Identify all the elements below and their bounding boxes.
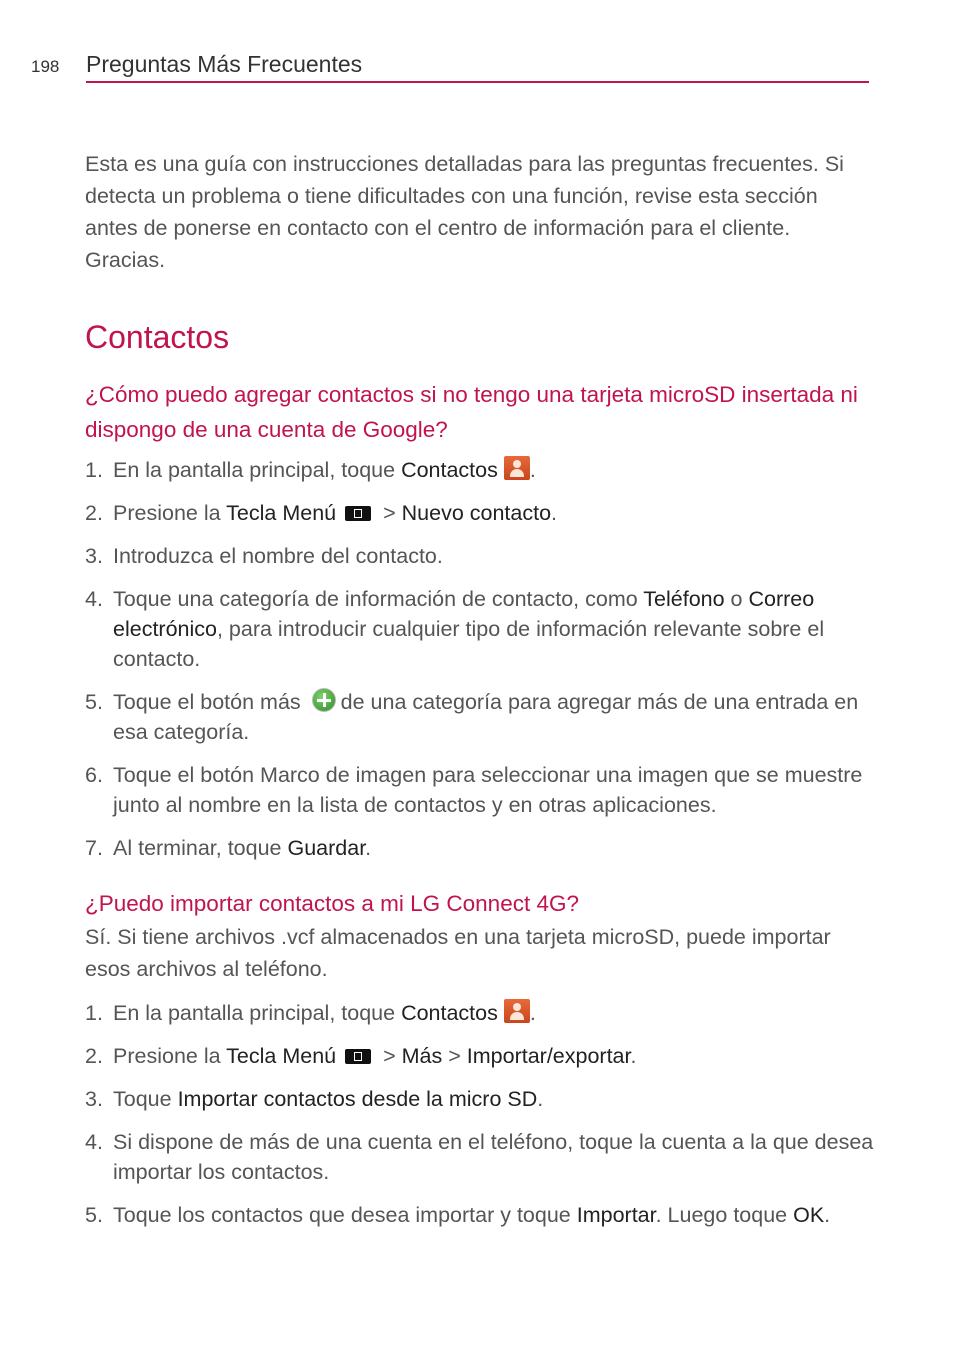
step-text: .: [529, 1001, 536, 1025]
keyword: Importar contactos desde la micro SD: [177, 1087, 538, 1111]
contacts-app-icon: [504, 456, 530, 480]
step-text: Toque: [113, 1087, 178, 1111]
list-item: [85, 584, 875, 674]
step-text: Introduzca el nombre del contacto.: [113, 544, 443, 568]
keyword: Importar/exportar: [466, 1044, 631, 1068]
step-text: Toque el botón Marco de imagen para seleccionar una imagen que se muestre junto al nombre en la lista de contactos y en otras aplicaciones.: [113, 763, 863, 817]
step-text: Toque una categoría de información de contacto, como: [113, 587, 644, 611]
step-number: 2.: [85, 501, 103, 525]
step-text: .: [529, 458, 536, 482]
list-item: [85, 455, 875, 485]
step-text: Presione la: [113, 1044, 227, 1068]
page-number: 198: [31, 57, 60, 76]
list-item: [85, 998, 875, 1028]
step-text: Al terminar, toque: [113, 836, 288, 860]
keyword: Correo electrónico: [113, 587, 815, 641]
answer-paragraph: Sí. Si tiene archivos .vcf almacenados en una tarjeta microSD, puede importar esos archivos al teléfono.: [85, 925, 831, 981]
plus-button-icon: [312, 688, 336, 712]
keyword: Contactos: [401, 1001, 498, 1025]
steps-add-contacts: [85, 455, 875, 863]
list-item: [85, 1200, 875, 1230]
step-number: 3.: [85, 544, 103, 568]
step-text: >: [377, 501, 402, 525]
question-import-contacts: ¿Puedo importar contactos a mi LG Connect 4G?: [85, 891, 579, 916]
menu-key-icon: [345, 1049, 371, 1064]
step-number: 2.: [85, 1044, 103, 1068]
list-item: [85, 1084, 875, 1114]
keyword: Guardar: [287, 836, 366, 860]
step-text: >: [377, 1044, 402, 1068]
step-text: .: [551, 501, 558, 525]
step-number: 1.: [85, 1001, 103, 1025]
step-number: 5.: [85, 1203, 103, 1227]
step-text: Presione la: [113, 501, 227, 525]
step-text: o: [724, 587, 749, 611]
list-item: [85, 1041, 875, 1071]
question-add-contacts: ¿Cómo puedo agregar contactos si no tengo una tarjeta microSD insertada ni dispongo de una cuenta de Google?: [85, 382, 858, 442]
keyword: Importar: [576, 1203, 656, 1227]
step-text: .: [630, 1044, 637, 1068]
menu-key-icon: [345, 506, 371, 521]
intro-paragraph: Esta es una guía con instrucciones detalladas para las preguntas frecuentes. Si detecta un problema o tiene dificultades con una función, revise esta sección antes de ponerse en contacto con el centro de información para el cliente. Gracias.: [85, 152, 844, 272]
list-item: [85, 833, 875, 863]
contacts-app-icon: [504, 999, 530, 1023]
step-number: 7.: [85, 836, 103, 860]
step-text: En la pantalla principal, toque: [113, 1001, 402, 1025]
keyword: Contactos: [401, 458, 498, 482]
keyword: Tecla Menú: [226, 1044, 337, 1068]
list-item: [85, 498, 875, 528]
step-number: 5.: [85, 690, 103, 714]
step-text: >: [442, 1044, 467, 1068]
list-item: [85, 541, 875, 571]
list-item: [85, 760, 875, 820]
step-number: 3.: [85, 1087, 103, 1111]
step-text: . Luego toque: [655, 1203, 794, 1227]
step-text: .: [365, 836, 372, 860]
step-text: Si dispone de más de una cuenta en el teléfono, toque la cuenta a la que desea importar los contactos.: [113, 1130, 874, 1184]
list-item: [85, 687, 875, 747]
page-content: [85, 148, 875, 1243]
keyword: Nuevo contacto: [401, 501, 552, 525]
step-text: Toque los contactos que desea importar y toque: [113, 1203, 577, 1227]
step-text: , para introducir cualquier tipo de información relevante sobre el contacto.: [113, 617, 825, 671]
step-number: 1.: [85, 458, 103, 482]
step-text: de una categoría para agregar más de una entrada en esa categoría.: [113, 690, 859, 744]
steps-import-contacts: [85, 998, 875, 1230]
running-header: Preguntas Más Frecuentes: [86, 50, 869, 83]
list-item: [85, 1127, 875, 1187]
keyword: OK: [793, 1203, 825, 1227]
keyword: Teléfono: [643, 587, 725, 611]
step-text: .: [537, 1087, 544, 1111]
step-text: En la pantalla principal, toque: [113, 458, 402, 482]
keyword: Más: [401, 1044, 443, 1068]
step-text: .: [824, 1203, 831, 1227]
step-number: 4.: [85, 587, 103, 611]
step-number: 4.: [85, 1130, 103, 1154]
step-text: Toque el botón más: [113, 690, 307, 714]
section-title: Contactos: [85, 319, 230, 355]
keyword: Tecla Menú: [226, 501, 337, 525]
step-number: 6.: [85, 763, 103, 787]
